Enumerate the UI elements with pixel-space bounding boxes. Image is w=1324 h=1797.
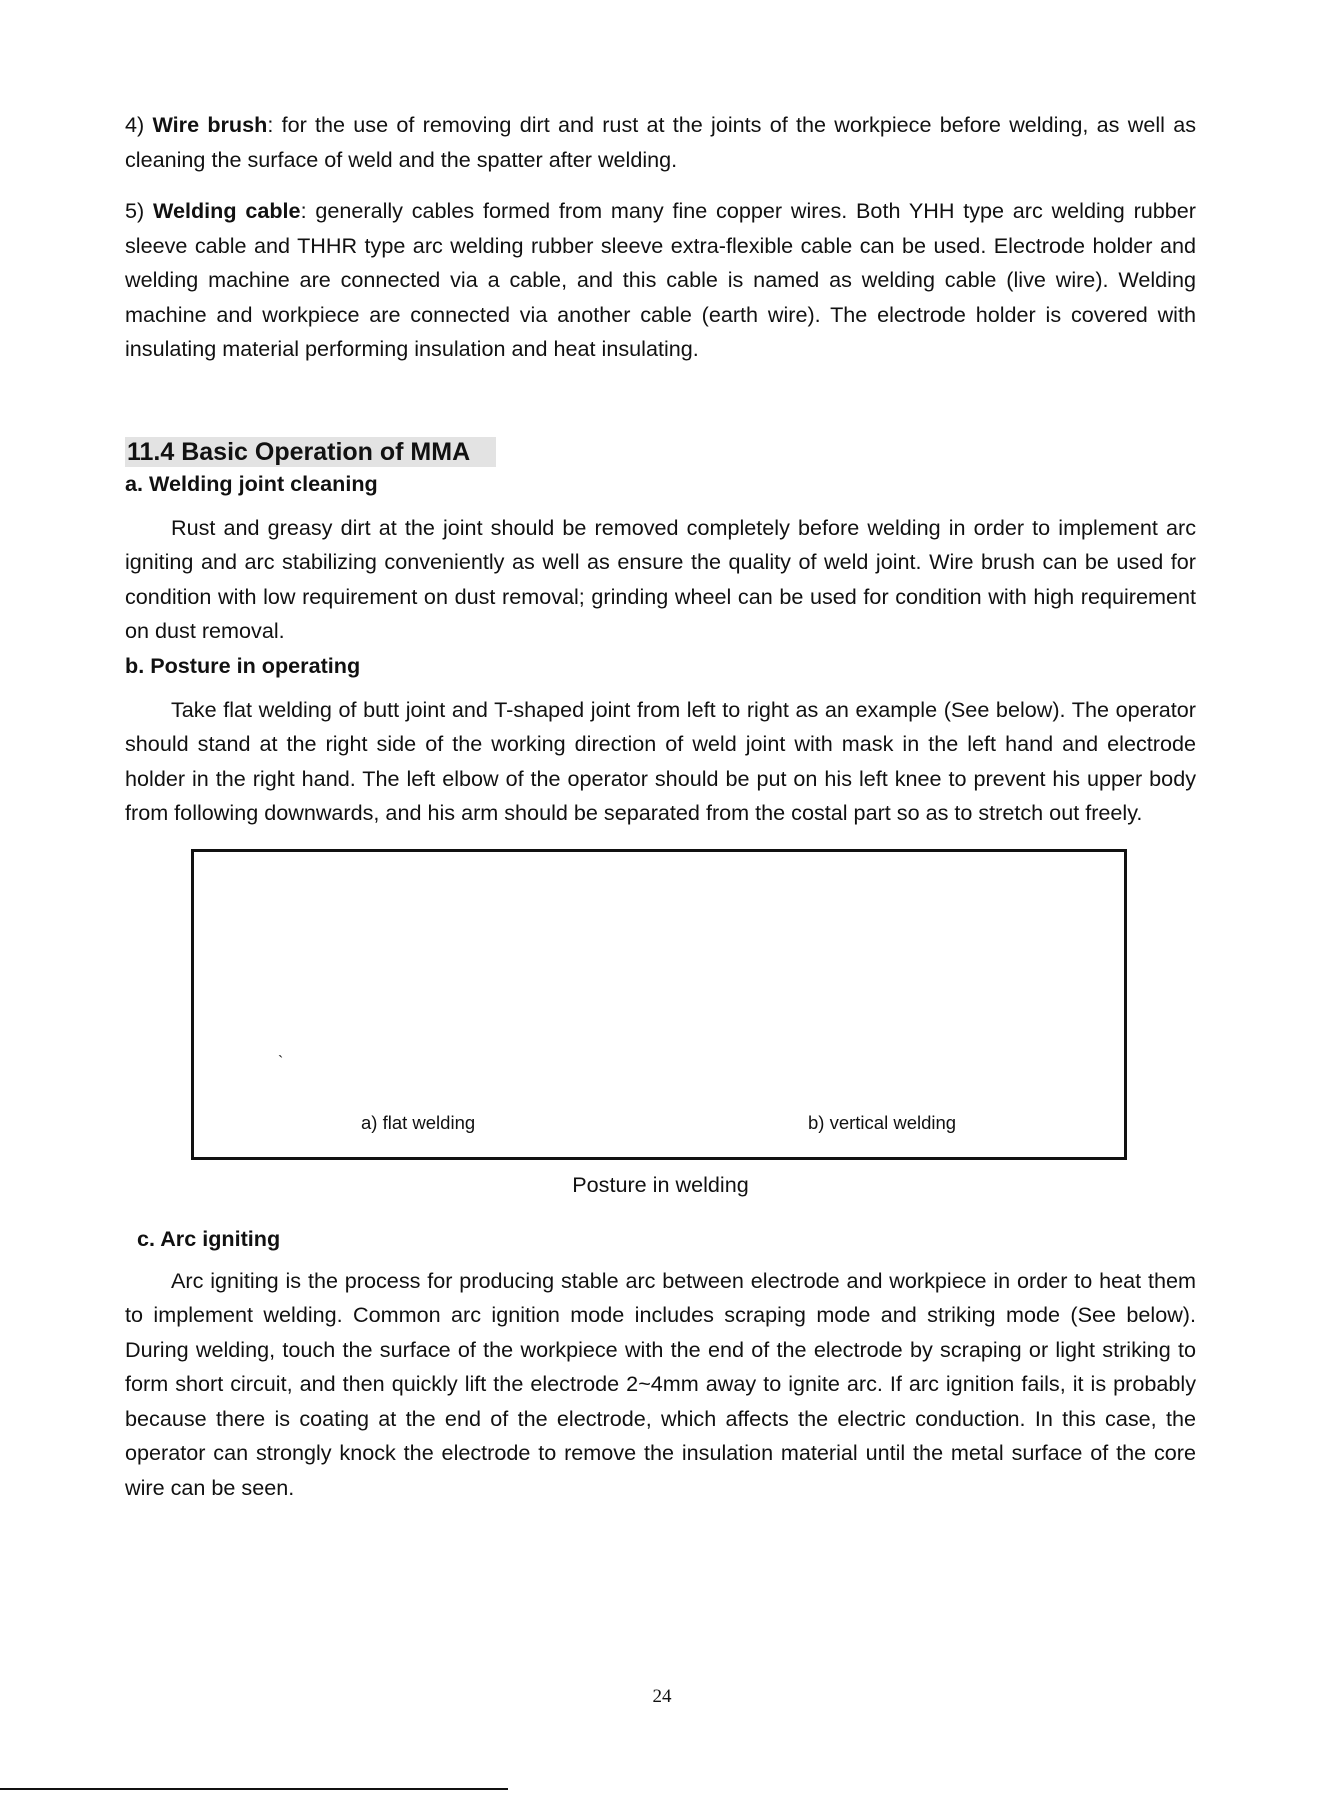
subsection-b-heading: b. Posture in operating: [125, 652, 361, 678]
figure-mark: `: [278, 1053, 284, 1071]
welding-cable-paragraph: [125, 194, 1196, 367]
welding-cable-prefix: 5): [125, 198, 153, 223]
page-number: 24: [652, 1686, 672, 1707]
subsection-c-text: Arc igniting is the process for producing stable arc between electrode and workpiece in order to heat them to implement welding. Common arc ignition mode includes scraping mode and striking mode (See below). During welding, touch the surface of the workpiece with the end of the electrode by scraping or light striking to form short circuit, and then quickly lift the electrode 2~4mm away to ignite arc. If arc ignition fails, it is probably because there is coating at the end of the electrode, which affects the electric conduction. In this case, the operator can strongly knock the electrode to remove the insulation material until the metal surface of the core wire can be seen.: [125, 1267, 1196, 1500]
wire-brush-prefix: 4): [125, 112, 153, 137]
figure-caption: Posture in welding: [572, 1171, 749, 1197]
footer-rule: [0, 1788, 508, 1790]
subsection-b-text: Take flat welding of butt joint and T-shaped joint from left to right as an example (See below). The operator should stand at the right side of the working direction of weld joint with mask in the left hand and electrode holder in the right hand. The left elbow of the operator should be put on his left knee to prevent his upper body from following downwards, and his arm should be separated from the costal part so as to stretch out freely.: [125, 696, 1196, 825]
page-content: [125, 108, 1196, 1505]
subsection-a-text: Rust and greasy dirt at the joint should be removed completely before welding in order to implement arc igniting and arc stabilizing conveniently as well as ensure the quality of weld joint. Wire brush can be used for condition with low requirement on dust removal; grinding wheel can be used for condition with high requirement on dust removal.: [125, 514, 1196, 643]
posture-figure: [191, 849, 1127, 1160]
wire-brush-paragraph: [125, 108, 1196, 177]
section-title: 11.4 Basic Operation of MMA: [125, 437, 496, 467]
welding-cable-text: : generally cables formed from many fine copper wires. Both YHH type arc welding rubber sleeve cable and THHR type arc welding rubber sleeve extra-flexible cable can be used. Electrode holder and welding machine are connected via a cable, and this cable is named as welding cable (live wire). Welding machine and workpiece are connected via another cable (earth wire). The electrode holder is covered with insulating material performing insulation and heat insulating.: [125, 198, 1196, 361]
wire-brush-text: : for the use of removing dirt and rust at the joints of the workpiece before welding, as well as cleaning the surface of weld and the spatter after welding.: [125, 112, 1196, 172]
figure-label-vertical-welding: b) vertical welding: [808, 1111, 957, 1133]
subsection-c-heading: c. Arc igniting: [137, 1225, 281, 1251]
figure-label-flat-welding: a) flat welding: [361, 1111, 476, 1133]
subsection-a-heading: a. Welding joint cleaning: [125, 470, 378, 496]
welding-cable-term: Welding cable: [152, 198, 301, 223]
wire-brush-term: Wire brush: [152, 112, 268, 137]
